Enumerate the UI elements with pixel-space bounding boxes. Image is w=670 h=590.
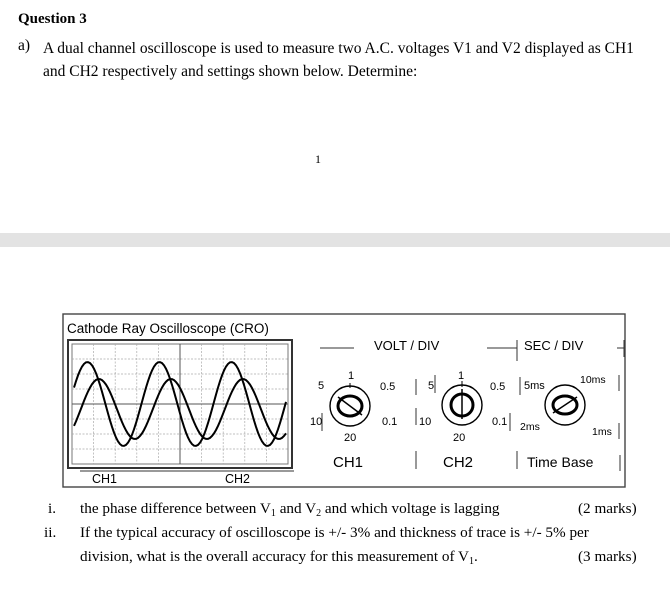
ch1-dial-5: 5 (318, 380, 325, 392)
ch2-trace-label: CH2 (225, 472, 251, 486)
cro-title: Cathode Ray Oscilloscope (CRO) (67, 321, 269, 336)
subq-1-num: i. (48, 500, 57, 517)
ch2-dial-20: 20 (453, 432, 466, 444)
subq-1-text: the phase difference between $V_1$ and $V_2$ and which voltage is lagging (80, 500, 500, 519)
ch2-dial-10: 10 (419, 416, 432, 428)
ch1-dial-1: 1 (348, 370, 355, 382)
page-top (0, 0, 670, 233)
ch2-control-label: CH2 (443, 454, 474, 471)
part-a-text: A dual channel oscilloscope is used to measure two A.C. voltages V1 and V2 displayed as CH1 and CH2 respectively and settings shown below. Determine: (43, 40, 634, 80)
question-title: Question 3 (18, 11, 87, 27)
volt-div-label: VOLT / DIV (374, 338, 440, 353)
ch1-dial-10: 10 (310, 416, 323, 428)
ch1-dial-20: 20 (344, 432, 357, 444)
timebase-2ms: 2ms (520, 421, 540, 433)
subq-1-marks: (2 marks) (578, 500, 637, 517)
part-a-label: a) (18, 37, 31, 54)
cro-screen (68, 340, 292, 468)
sec-div-label: SEC / DIV (524, 338, 584, 353)
subq-2-marks: (3 marks) (578, 548, 637, 565)
timebase-5ms: 5ms (524, 380, 545, 392)
ch2-dial-0-5: 0.5 (490, 381, 506, 393)
ch1-control-label: CH1 (333, 454, 364, 471)
ch2-dial-5: 5 (428, 380, 435, 392)
subq-2-num: ii. (44, 524, 57, 541)
ch1-dial-0-5: 0.5 (380, 381, 396, 393)
ch1-dial-0-1: 0.1 (382, 416, 398, 428)
subq-2-line2: division, what is the overall accuracy for this measurement of $V_1$. (80, 548, 478, 567)
timebase-control-label: Time Base (527, 454, 594, 470)
page-number: 1 (315, 152, 321, 166)
ch2-dial-0-1: 0.1 (492, 416, 508, 428)
page-separator (0, 233, 670, 247)
ch2-dial-1: 1 (458, 370, 465, 382)
timebase-1ms: 1ms (592, 426, 612, 438)
timebase-10ms: 10ms (580, 374, 606, 386)
cro-figure (62, 313, 626, 488)
subq-2-line1: If the typical accuracy of oscilloscope is +/- 3% and thickness of trace is +/- 5% per (80, 524, 589, 541)
ch1-trace-label: CH1 (92, 472, 118, 486)
